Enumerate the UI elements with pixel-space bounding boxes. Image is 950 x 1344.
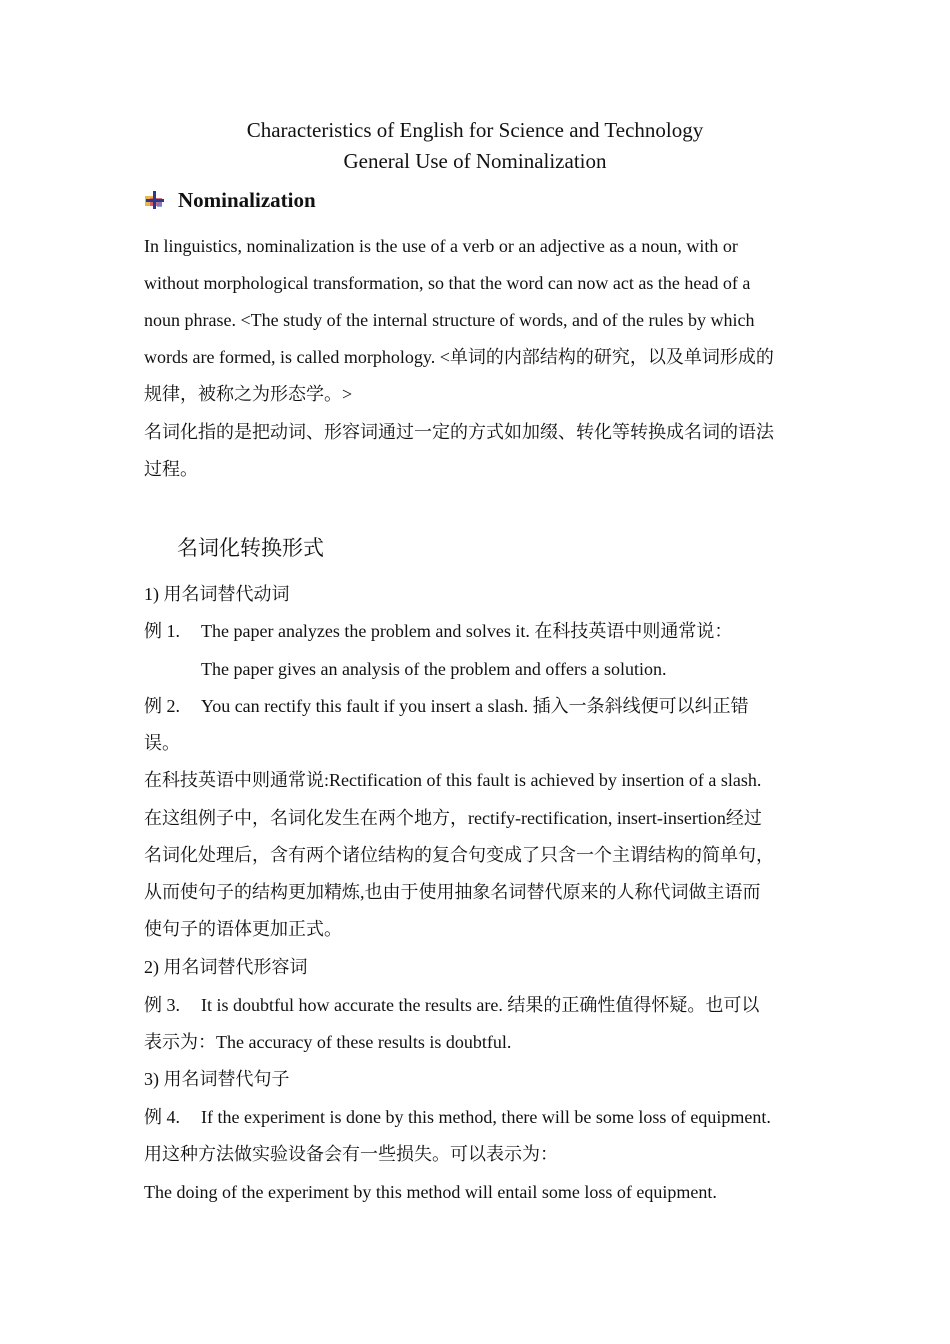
example-label: 例 3. [144, 995, 180, 1015]
list-item-heading: 3) 用名词替代句子 [144, 1069, 290, 1089]
example-label: 例 2. [144, 696, 180, 716]
body-line: 在这组例子中，名词化发生在两个地方，rectify-rectification, insert-insertion经过 [144, 808, 762, 828]
intro-line: 名词化指的是把动词、形容词通过一定的方式如加缀、转化等转换成名词的语法 [144, 422, 774, 442]
document-title: Characteristics of English for Science and Technology [246, 118, 704, 142]
intro-line: without morphological transformation, so that the word can now act as the head of a [144, 273, 751, 293]
list-item-heading: 1) 用名词替代动词 [144, 584, 290, 604]
body-line: 在科技英语中则通常说:Rectification of this fault is achieved by insertion of a slash. [144, 770, 762, 790]
subsection-heading: 名词化转换形式 [177, 536, 324, 560]
example-line [144, 694, 749, 718]
intro-line: In linguistics, nominalization is the use of a verb or an adjective as a noun, with or [144, 236, 738, 256]
example-text: You can rectify this fault if you insert a slash. 插入一条斜线便可以纠正错 [201, 696, 749, 716]
section-heading [144, 186, 316, 214]
example-line [144, 619, 732, 643]
example-label: 例 4. [144, 1107, 180, 1127]
example-text: The paper analyzes the problem and solves it. 在科技英语中则通常说： [201, 621, 733, 641]
example-alt-line: The paper gives an analysis of the problem and offers a solution. [201, 659, 667, 679]
intro-line: 过程。 [144, 459, 198, 479]
intro-line: words are formed, is called morphology. <单词的内部结构的研究，以及单词形成的 [144, 347, 774, 367]
body-line: 使句子的语体更加正式。 [144, 919, 342, 939]
body-line: 从而使句子的结构更加精炼,也由于使用抽象名词替代原来的人称代词做主语而 [144, 882, 761, 902]
example-continuation: 误。 [144, 733, 180, 753]
example-line [144, 993, 759, 1017]
intro-line: noun phrase. <The study of the internal structure of words, and of the rules by which [144, 310, 755, 330]
example-translation: 用这种方法做实验设备会有一些损失。可以表示为： [144, 1144, 558, 1164]
example-text: If the experiment is done by this method, there will be some loss of equipment. [201, 1107, 771, 1127]
intro-line: 规律，被称之为形态学。> [144, 384, 353, 404]
example-continuation: 表示为：The accuracy of these results is doubtful. [144, 1032, 512, 1052]
section-heading-label: Nominalization [178, 187, 316, 212]
example-alt-line: The doing of the experiment by this method will entail some loss of equipment. [144, 1182, 717, 1202]
example-text: It is doubtful how accurate the results are. 结果的正确性值得怀疑。也可以 [201, 995, 760, 1015]
example-label: 例 1. [144, 621, 180, 641]
document-subtitle: General Use of Nominalization [343, 149, 607, 173]
body-line: 名词化处理后，含有两个诸位结构的复合句变成了只含一个主谓结构的简单句， [144, 845, 774, 865]
plus-bullet-icon [144, 189, 166, 211]
list-item-heading: 2) 用名词替代形容词 [144, 957, 308, 977]
example-line [144, 1105, 771, 1129]
